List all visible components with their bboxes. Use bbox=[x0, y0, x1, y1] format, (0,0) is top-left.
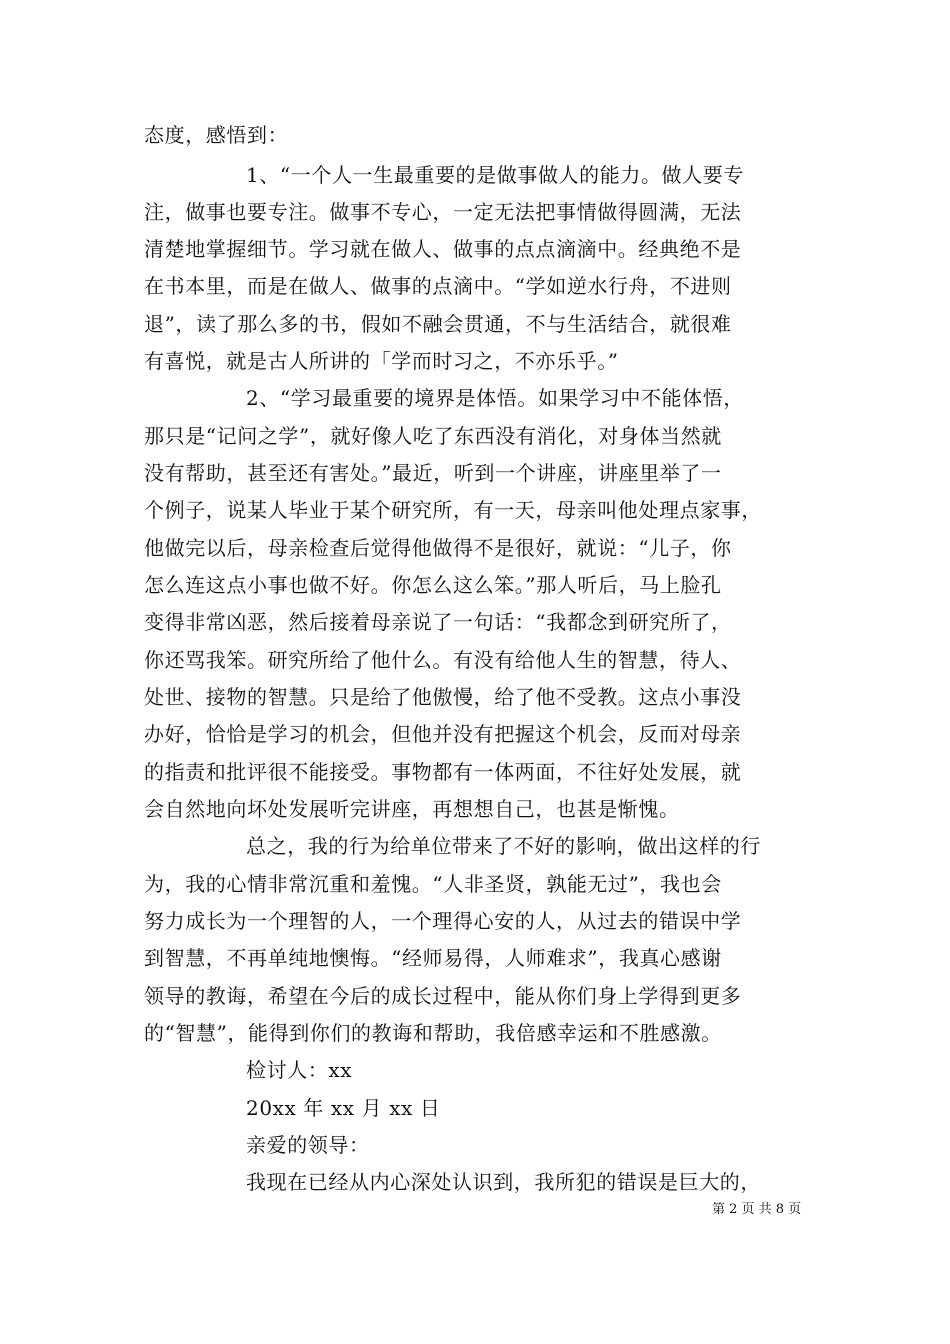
text-line: 1、“一个人一生最重要的是做事做人的能力。做人要专 bbox=[246, 163, 744, 187]
text-line: 为，我的心情非常沉重和羞愧。“人非圣贤，孰能无过”，我也会 bbox=[144, 872, 722, 896]
text-line: 变得非常凶恶，然后接着母亲说了一句话：“我都念到研究所了， bbox=[144, 610, 732, 634]
date-line: 20xx 年 xx 月 xx 日 bbox=[246, 1096, 441, 1120]
text-line: 到智慧，不再单纯地懊悔。“经师易得，人师难求”，我真心感谢 bbox=[144, 946, 722, 970]
text-line: 个例子，说某人毕业于某个研究所，有一天，母亲叫他处理点家事， bbox=[144, 498, 762, 522]
text-line: 的指责和批评很不能接受。事物都有一体两面，不往好处发展，就 bbox=[144, 760, 742, 784]
text-line: 有喜悦，就是古人所讲的「学而时习之，不亦乐乎。” bbox=[144, 349, 619, 373]
text-line: 我现在已经从内心深处认识到，我所犯的错误是巨大的， bbox=[246, 1170, 761, 1194]
text-line: 他做完以后，母亲检查后觉得他做得不是很好，就说：“儿子，你 bbox=[144, 536, 732, 560]
salutation-line: 亲爱的领导： bbox=[246, 1133, 370, 1157]
text-line: 办好，恰恰是学习的机会，但他并没有把握这个机会，反而对母亲 bbox=[144, 722, 742, 746]
text-line: 会自然地向坏处发展听完讲座，再想想自己，也甚是惭愧。 bbox=[144, 797, 680, 821]
text-line: 你还骂我笨。研究所给了他什么。有没有给他人生的智慧，待人、 bbox=[144, 648, 742, 672]
signature-line: 检讨人：xx bbox=[246, 1058, 353, 1082]
text-line: 处世、接物的智慧。只是给了他傲慢，给了他不受教。这点小事没 bbox=[144, 685, 742, 709]
text-line: 2、“学习最重要的境界是体悟。如果学习中不能体悟， bbox=[246, 386, 744, 410]
text-line: 努力成长为一个理智的人，一个理得心安的人，从过去的错误中学 bbox=[144, 909, 742, 933]
text-line: 注，做事也要专注。做事不专心，一定无法把事情做得圆满，无法 bbox=[144, 200, 742, 224]
text-line: 那只是“记问之学”，就好像人吃了东西没有消化，对身体当然就 bbox=[144, 424, 722, 448]
text-line: 没有帮助，甚至还有害处。”最近，听到一个讲座，讲座里举了一 bbox=[144, 461, 722, 485]
text-line: 的“智慧”，能得到你们的教诲和帮助，我倍感幸运和不胜感激。 bbox=[144, 1021, 722, 1045]
page-number-footer: 第 2 页 共 8 页 bbox=[712, 1202, 802, 1217]
text-line: 在书本里，而是在做人、做事的点滴中。“学如逆水行舟，不进则 bbox=[144, 274, 732, 298]
text-line: 清楚地掌握细节。学习就在做人、做事的点点滴滴中。经典绝不是 bbox=[144, 237, 742, 261]
text-line: 怎么连这点小事也做不好。你怎么这么笨。”那人听后，马上脸孔 bbox=[144, 573, 722, 597]
text-line: 领导的教诲，希望在今后的成长过程中，能从你们身上学得到更多 bbox=[144, 984, 742, 1008]
text-line: 退”，读了那么多的书，假如不融会贯通，不与生活结合，就很难 bbox=[144, 312, 732, 336]
text-line: 总之，我的行为给单位带来了不好的影响，做出这样的行 bbox=[246, 834, 761, 858]
text-line: 态度，感悟到： bbox=[144, 123, 289, 147]
